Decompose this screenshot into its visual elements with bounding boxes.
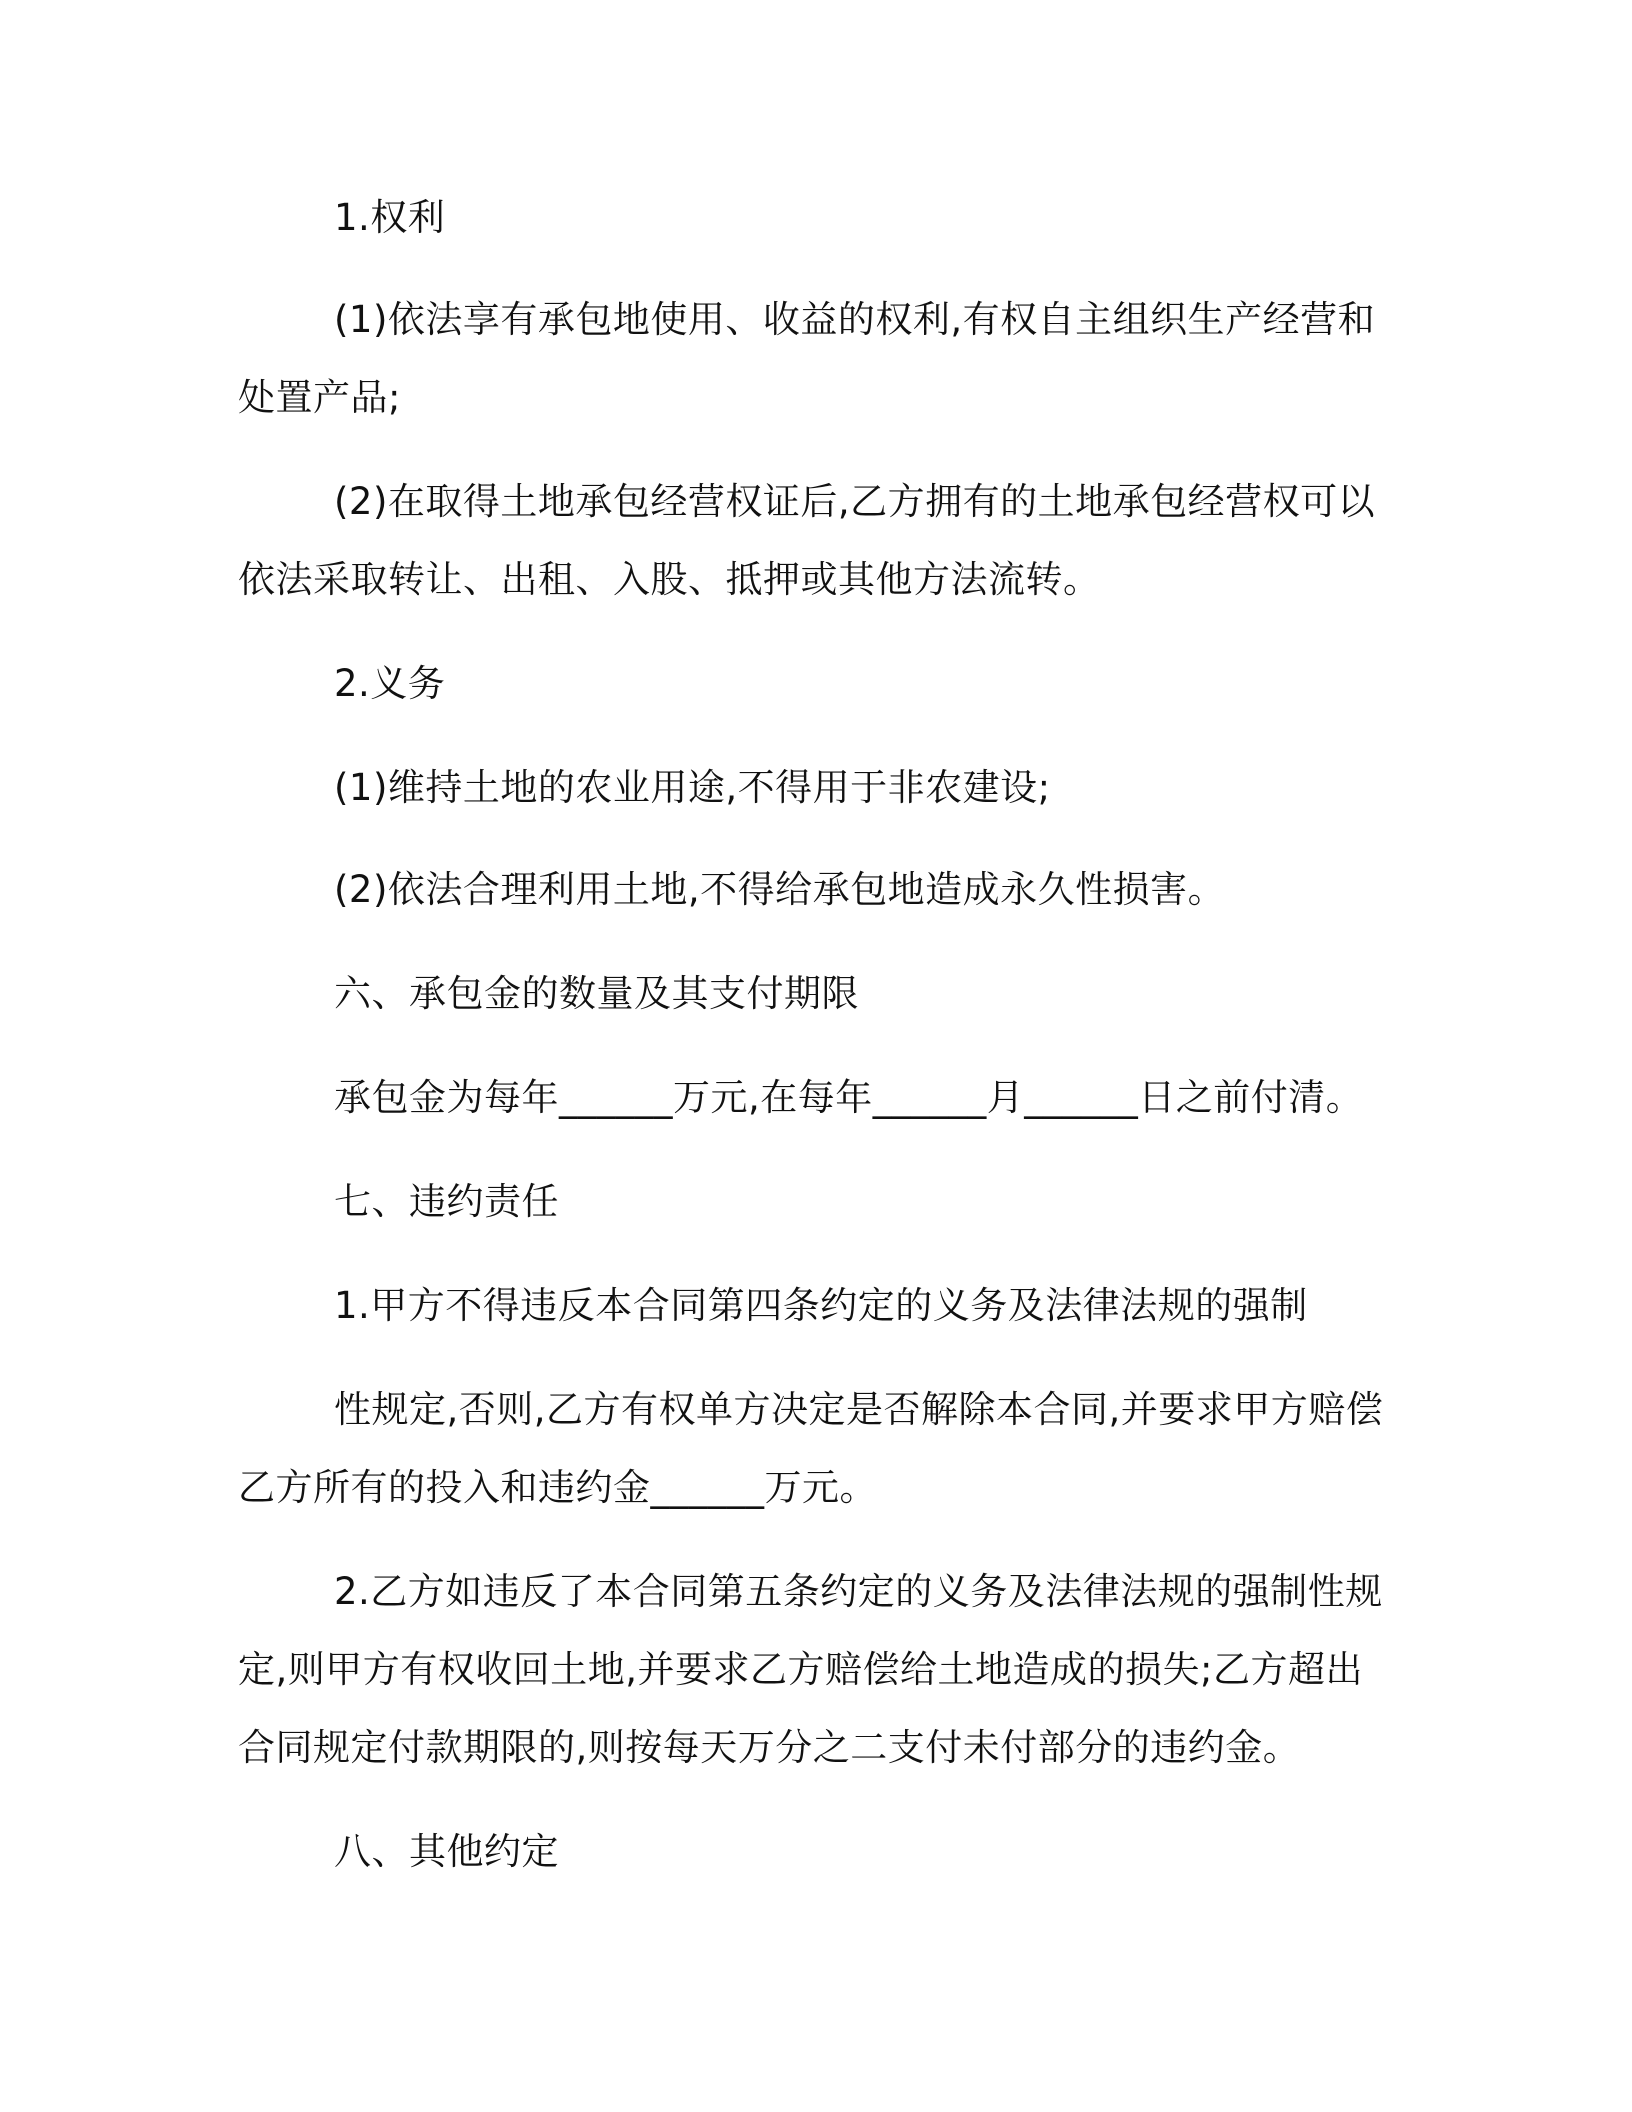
- rights-item-2-line-2: 依法采取转让、出租、入股、抵押或其他方法流转。: [238, 558, 1101, 601]
- subsection-heading-rights: 1.权利: [334, 196, 446, 239]
- breach-clause-2-line-2: 定,则甲方有权收回土地,并要求乙方赔偿给土地造成的损失;乙方超出: [238, 1648, 1363, 1691]
- subsection-heading-obligations: 2.义务: [334, 662, 446, 705]
- rights-item-1-line-1: (1)依法享有承包地使用、收益的权利,有权自主组织生产经营和: [334, 298, 1376, 341]
- section-heading-eight: 八、其他约定: [334, 1830, 559, 1873]
- breach-clause-1-line-3: 乙方所有的投入和违约金______万元。: [238, 1466, 877, 1509]
- obligations-item-1: (1)维持土地的农业用途,不得用于非农建设;: [334, 766, 1051, 809]
- rights-item-1-line-2: 处置产品;: [238, 376, 401, 419]
- breach-clause-1-line-1: 1.甲方不得违反本合同第四条约定的义务及法律法规的强制: [334, 1284, 1308, 1327]
- section-heading-seven: 七、违约责任: [334, 1180, 559, 1223]
- breach-clause-2-line-1: 2.乙方如违反了本合同第五条约定的义务及法律法规的强制性规: [334, 1570, 1383, 1613]
- rights-item-2-line-1: (2)在取得土地承包经营权证后,乙方拥有的土地承包经营权可以: [334, 480, 1376, 523]
- breach-clause-1-line-2: 性规定,否则,乙方有权单方决定是否解除本合同,并要求甲方赔偿: [334, 1388, 1384, 1431]
- breach-clause-2-line-3: 合同规定付款期限的,则按每天万分之二支付未付部分的违约金。: [238, 1726, 1301, 1769]
- payment-clause: 承包金为每年______万元,在每年______月______日之前付清。: [334, 1076, 1364, 1119]
- obligations-item-2: (2)依法合理利用土地,不得给承包地造成永久性损害。: [334, 868, 1226, 911]
- section-heading-six: 六、承包金的数量及其支付期限: [334, 972, 859, 1015]
